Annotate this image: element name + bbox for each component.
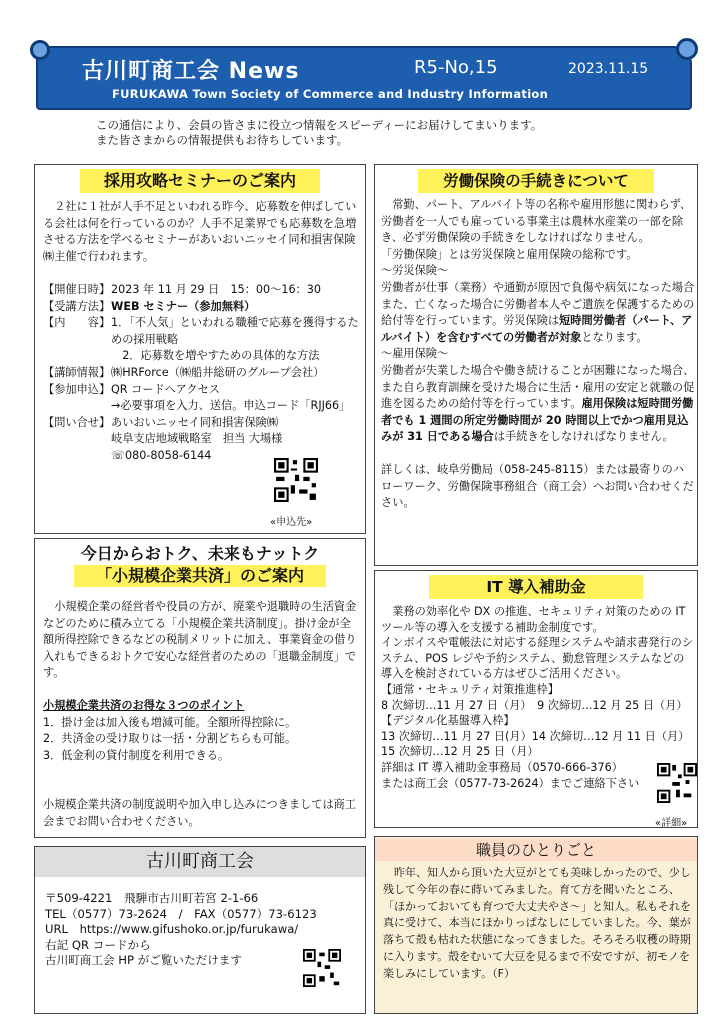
point-item: 1．掛け金は加入後も増減可能。全額所得控除に。 [43, 715, 297, 729]
kyosai-title [74, 543, 326, 587]
kyosai-title-line: 「小規模企業共済」のご案内 [95, 566, 304, 585]
detail-row [43, 382, 363, 399]
detail-value: ㈱HRForce（㈱船井総研のグループ会社） [111, 365, 325, 379]
labor-subheading: ～労災保険～ [381, 264, 449, 278]
qr-code-icon[interactable] [274, 458, 318, 502]
labor-paragraph: 常勤、パート、アルバイト等の名称や雇用形態に関わらず、労働者を一人でも雇っている事業主は農林水産業の一部を除き、必ず労働保険の手続きをしなければなりません。 [381, 198, 692, 245]
it-subsidy-article [374, 570, 698, 828]
chamber-line: TEL（0577）73-2624 / FAX（0577）73-6123 [45, 906, 317, 921]
chamber-line: 右記 QR コードから [45, 937, 151, 952]
spacer [381, 446, 695, 462]
point-item: 3．低金利の貸付制度を利用できる。 [43, 748, 230, 762]
newsletter-subtitle: FURUKAWA Town Society of Commerce and Industry Information [112, 87, 549, 101]
detail-key: 【開催日時】 [43, 283, 111, 296]
detail-value: 1．「不人気」といわれる職種で応募を獲得するための採用戦略 [111, 316, 359, 346]
detail-row [43, 415, 363, 432]
detail-value: ☏080-8058-6144 [111, 448, 212, 462]
kyosai-article [34, 538, 366, 838]
labor-paragraph: 「労働保険」とは労災保険と雇用保険の総称です。 [381, 247, 638, 261]
detail-row [43, 282, 363, 299]
chamber-info [34, 846, 366, 1014]
detail-row [43, 299, 363, 316]
chamber-name: 古川町商工会 [35, 847, 365, 877]
detail-key: 【問い合せ】 [43, 415, 111, 429]
detail-key: 【参加申込】 [43, 382, 111, 396]
detail-value: WEB セミナー（参加無料） [111, 299, 256, 313]
seminar-title: 採用攻略セミナーのご案内 [80, 169, 320, 193]
detail-value: →必要事項を入力、送信。申込コード「RJJ66」 [111, 399, 351, 413]
detail-key: 【受講方法】 [43, 299, 111, 313]
staff-column [374, 836, 698, 1014]
intro-line: この通信により、会員の皆さまに役立つ情報をスピーディーにお届けしてまいります。 [96, 118, 543, 132]
it-contact: 詳細は IT 導入補助金事務局（0570-666-376） [381, 760, 623, 774]
labor-insurance-article [374, 164, 698, 566]
labor-body [381, 197, 695, 512]
it-subheading: 【通常・セキュリティ対策推進枠】 [381, 682, 559, 696]
staff-text: 昨年、知人から頂いた大豆がとても美味しかったので、少し残して今年の春に蒔いてみました。育て方を聞いたところ、「ほかっておいても育つで大丈夫やさ～」と知人。私もそれを真に受けて、本当にほかりっぱなしにしていました。今、葉が落ちて殻も枯れた状態になってきました。そろそろ収穫の時期に入ります。殻をむいて大豆を見るまで不安ですが、初モノを楽しみにしています。（F） [383, 866, 691, 980]
detail-key: 【講師情報】 [43, 365, 111, 379]
qr-code-icon[interactable] [303, 949, 341, 987]
seminar-details-table [43, 282, 363, 465]
newsletter-title: 古川町商工会 News [82, 59, 300, 84]
detail-row [43, 365, 363, 382]
labor-paragraph [381, 280, 695, 346]
chamber-line: 古川町商工会 HP がご覧いただけます [45, 953, 242, 968]
detail-key [43, 448, 111, 465]
labor-paragraph [381, 363, 695, 446]
labor-title: 労働保険の手続きについて [418, 169, 654, 193]
qr-caption: «申込先» [270, 517, 313, 528]
detail-value: QR コードへアクセス [111, 382, 220, 396]
it-paragraph: 業務の効率化や DX の推進、セキュリティ対策のための IT ツール等の導入を支援する補助金制度です。 [381, 605, 686, 634]
detail-row [43, 315, 363, 348]
newsletter-header [36, 46, 692, 110]
detail-key [43, 348, 111, 365]
qr-code-icon[interactable] [657, 763, 697, 803]
detail-value: あいおいニッセイ同和損害保険㈱ [111, 415, 279, 429]
detail-value: 2．応募数を増やすための具体的な方法 [111, 349, 320, 363]
labor-emphasis: 雇用保険は短時間労働者でも 1 週間の所定労働時間が 20 時間以上でかつ雇用見込みが 31 日である場合 [381, 397, 694, 444]
intro-line: また皆さまからの情報提供もお待ちしています。 [96, 133, 349, 147]
detail-key [43, 398, 111, 415]
it-body [381, 604, 695, 791]
scroll-curl-icon [30, 40, 50, 60]
seminar-description: ２社に１社が人手不足といわれる昨今、応募数を伸ばしている会社は何を行っているのか？人手不足業界でも応募数を急増させる方法を学べるセミナーがあいおいニッセイ同和損害保険㈱主催で行われます。 [43, 200, 357, 263]
detail-row [43, 431, 363, 448]
issue-date: 2023.11.15 [568, 61, 649, 77]
labor-subheading: ～雇用保険～ [381, 347, 449, 361]
detail-value: 2023 年 11 月 29 日 15：00～16：30 [111, 283, 321, 296]
it-deadline: 15 次締切…12 月 25 日（月） [381, 745, 539, 759]
chamber-line: 〒509-4221 飛騨市古川町若宮 2-1-66 [45, 891, 259, 905]
detail-value: 岐阜支店地域戦略室 担当 大場様 [111, 432, 283, 446]
chamber-url[interactable]: URL https://www.gifushoko.or.jp/furukawa/ [45, 922, 299, 937]
it-title: IT 導入補助金 [429, 575, 643, 599]
it-deadline: 13 次締切…11 月 27 日(月）14 次締切…12 月 11 日（月） [381, 729, 690, 743]
kyosai-points [43, 698, 361, 764]
staff-title: 職員のひとりごと [375, 839, 697, 861]
it-paragraph: インボイスや電帳法に対応する経理システムや請求書発行のシステム、POS レジや予約システム、勤怠管理システムなどの導入を検討されている方はぜひご活用ください。 [381, 636, 694, 681]
kyosai-contact: 小規模企業共済の制度説明や加入申し込みにつきましては商工会までお問い合わせください。 [43, 798, 357, 828]
detail-row [43, 348, 363, 365]
kyosai-title-line: 今日からおトク、未来もナットク [74, 543, 326, 565]
it-deadline: 8 次締切…11 月 27 日（月） 9 次締切…12 月 25 日（月） [381, 698, 688, 712]
it-contact: または商工会（0577-73-2624）までご連絡下さい [381, 776, 640, 790]
labor-text: 労働者が失業した場合や働き続けることが困難になった場合、また自ら教育訓練を受けた場合に生活・雇用の安定と就職の促進を図るための給付等を行っています。 [381, 363, 695, 411]
labor-text: 労働者が仕事（業務）や通勤が原因で負傷や病気になった場合また、亡くなった場合に労働者本人やご遺族を保護するための給付等を行っています。労災保険は [381, 280, 695, 328]
detail-key [43, 431, 111, 448]
scroll-curl-icon [676, 38, 698, 60]
detail-row [43, 398, 363, 415]
intro-text [96, 118, 656, 148]
labor-text: となります。 [581, 330, 648, 344]
points-heading: 小規模企業共済のお得な３つのポイント [43, 699, 245, 712]
point-item: 2．共済金の受け取りは一括・分割どちらも可能。 [43, 732, 297, 746]
labor-emphasis: 短時間労働者（パート、アルバイト）を含むすべての労働者が対象 [381, 314, 693, 344]
kyosai-description: 小規模企業の経営者や役員の方が、廃業や退職時の生活資金などのために積み立てる「小規模企業共済制度」。掛け金が全額所得控除できるなどの税制メリットに加え、事業資金の借り入れもできるおトクで安心な経営者のための「退職金制度」です。 [43, 600, 357, 680]
qr-caption: «詳細» [655, 818, 688, 829]
labor-contact: 詳しくは、岐阜労働局（058-245-8115）または最寄りのハローワーク、労働保険事務組合（商工会）へお問い合わせください。 [381, 462, 694, 510]
detail-key: 【内 容】 [43, 316, 111, 330]
it-subheading: 【デジタル化基盤導入枠】 [381, 714, 515, 728]
labor-text: は手続きをしなければなりません。 [493, 430, 674, 444]
issue-number: R5-No,15 [414, 57, 498, 78]
